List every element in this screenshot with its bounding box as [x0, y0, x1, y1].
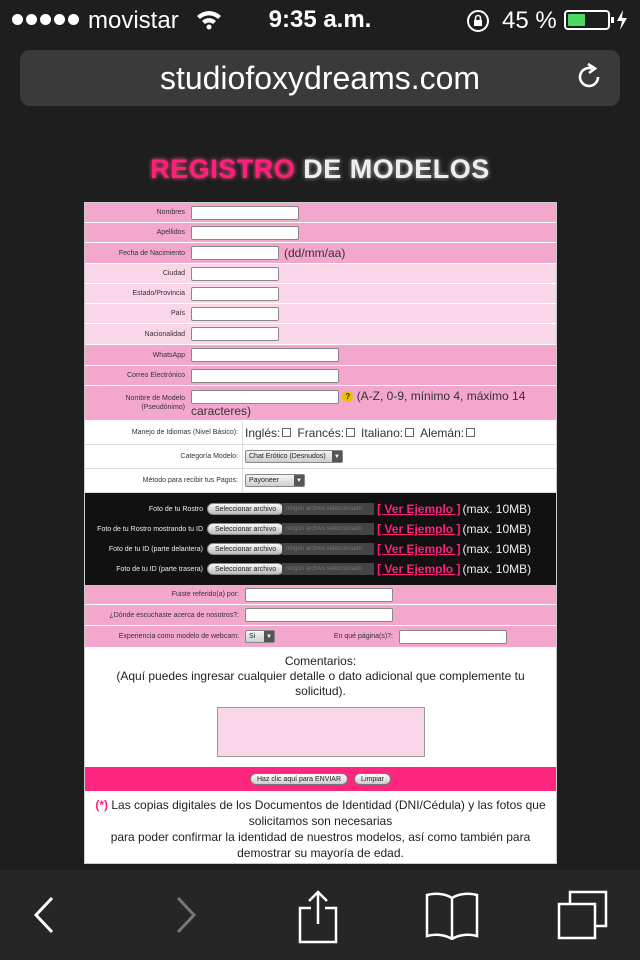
uploads-section [85, 493, 556, 585]
row-nombres [85, 203, 556, 223]
categoria-value: Chat Erótico (Desnudos) [249, 453, 326, 460]
label-pagina: En qué página(s)?: [333, 633, 393, 640]
bookmarks-icon[interactable] [424, 890, 480, 945]
ver-ejemplo-link[interactable]: [ Ver Ejemplo ] [377, 542, 461, 556]
row-ciudad [85, 264, 556, 284]
footnote-line1: Las copias digitales de los Documentos de Identidad (DNI/Cédula) y las fotos que solicitamos son necesarias [111, 798, 546, 828]
donde-input[interactable] [245, 608, 393, 622]
comments-hint: (Aquí puedes ingresar cualquier detalle o dato adicional que complemente tu solicitud). [116, 669, 525, 698]
title-modelos: DE MODELOS [303, 154, 490, 184]
label-whatsapp: WhatsApp [152, 351, 185, 359]
row-pago [85, 469, 556, 493]
row-whatsapp [85, 345, 556, 366]
label-nacionalidad: Nacionalidad [144, 330, 185, 338]
label-categoria: Categoría Modelo: [85, 445, 243, 469]
footnote-line2: para poder confirmar la identidad de nuestros modelos, así como también para demostrar su mayoría de edad. [110, 830, 531, 860]
browser-toolbar [0, 870, 640, 960]
label-apellidos: Apellidos [156, 229, 185, 236]
comments-title: Comentarios: [284, 654, 357, 668]
limpiar-button[interactable]: Limpiar [354, 773, 391, 785]
label-fecha: Fecha de Nacimiento [118, 249, 185, 257]
row-foto-rostro-id [85, 519, 556, 539]
rotation-lock-icon [466, 9, 490, 38]
foto-rostro-id-file-button[interactable]: Seleccionar archivo [207, 523, 284, 535]
label-ciudad: Ciudad [162, 270, 185, 277]
row-experiencia [85, 626, 556, 648]
battery-icon [564, 10, 610, 30]
foto-id-delantera-file-status: ningún archivo seleccionado [282, 543, 374, 555]
row-categoria [85, 445, 556, 469]
reload-icon[interactable] [574, 62, 604, 97]
row-idiomas [85, 421, 556, 445]
label-aleman: Alemán: [420, 425, 465, 440]
charging-icon [616, 10, 628, 35]
ver-ejemplo-link[interactable]: [ Ver Ejemplo ] [377, 522, 461, 536]
row-modelo [85, 386, 556, 421]
foto-rostro-file-button[interactable]: Seleccionar archivo [207, 503, 284, 515]
dropdown-arrow-icon: ▼ [294, 475, 304, 486]
dropdown-arrow-icon: ▼ [332, 451, 342, 462]
row-foto-id-trasera [85, 559, 556, 579]
label-idiomas: Manejo de Idiomas (Nivel Básico): [85, 421, 243, 445]
modelo-hint: (A-Z, 0-9, mínimo 4, máximo 14 caracteres) [191, 389, 526, 418]
row-estado [85, 284, 556, 304]
label-foto-id-delantera: Foto de tu ID (parte delantera) [108, 545, 203, 553]
back-icon[interactable] [30, 890, 60, 945]
pagina-input[interactable] [399, 630, 507, 644]
label-correo: Correo Electrónico [127, 372, 185, 379]
share-icon[interactable] [296, 890, 340, 949]
row-fecha [85, 243, 556, 264]
row-correo [85, 366, 556, 386]
dropdown-arrow-icon: ▼ [264, 631, 274, 642]
max-size-note: (max. 10MB) [462, 522, 532, 536]
row-referido [85, 585, 556, 605]
foto-id-trasera-file-status: ningún archivo seleccionado [282, 563, 374, 575]
label-italiano: Italiano: [361, 425, 404, 440]
label-nombres: Nombres [156, 209, 185, 216]
max-size-note: (max. 10MB) [462, 562, 532, 576]
help-icon[interactable]: ? [342, 391, 353, 402]
aleman-checkbox[interactable] [466, 428, 475, 437]
ver-ejemplo-link[interactable]: [ Ver Ejemplo ] [377, 562, 461, 576]
label-pago: Método para recibir tus Pagos: [85, 469, 243, 493]
experiencia-value: Si [249, 633, 256, 640]
apellidos-input[interactable] [191, 226, 299, 240]
pago-value: Payoneer [249, 477, 279, 484]
title-registro: REGISTRO [150, 154, 296, 184]
comments-section [85, 648, 556, 767]
registration-form [84, 202, 557, 864]
url-text: studiofoxydreams.com [159, 60, 481, 96]
ver-ejemplo-link[interactable]: [ Ver Ejemplo ] [377, 502, 461, 516]
battery-percent: 45 % [502, 7, 557, 34]
estado-input[interactable] [191, 287, 279, 301]
address-bar[interactable] [20, 50, 620, 106]
categoria-select[interactable] [245, 450, 343, 463]
submit-bar [85, 767, 556, 791]
comments-textarea[interactable] [217, 707, 425, 757]
footnote-marker: (*) [95, 798, 109, 812]
fecha-hint: (dd/mm/aa) [284, 246, 346, 260]
ingles-checkbox[interactable] [282, 428, 291, 437]
italiano-checkbox[interactable] [405, 428, 414, 437]
row-donde [85, 605, 556, 626]
label-foto-rostro-id: Foto de tu Rostro mostrando tu ID [97, 525, 203, 533]
label-frances: Francés: [297, 425, 345, 440]
forward-icon[interactable] [170, 890, 200, 945]
label-referido: Fuiste referido(a) por: [171, 591, 239, 598]
modelo-input[interactable] [191, 390, 339, 404]
max-size-note: (max. 10MB) [462, 542, 532, 556]
label-foto-rostro: Foto de tu Rostro [148, 505, 203, 513]
row-apellidos [85, 223, 556, 243]
label-foto-id-trasera: Foto de tu ID (parte trasera) [116, 565, 203, 573]
max-size-note: (max. 10MB) [462, 502, 532, 516]
foto-id-trasera-file-button[interactable]: Seleccionar archivo [207, 563, 284, 575]
tabs-icon[interactable] [556, 890, 610, 947]
referido-input[interactable] [245, 588, 393, 602]
row-pais [85, 304, 556, 324]
frances-checkbox[interactable] [346, 428, 355, 437]
page-title [0, 154, 640, 185]
clock: 9:35 a.m. [268, 6, 372, 33]
ciudad-input[interactable] [191, 267, 279, 281]
foto-rostro-file-status: ningún archivo seleccionado [282, 503, 374, 515]
row-foto-rostro [85, 499, 556, 519]
foto-rostro-id-file-status: ningún archivo seleccionado [282, 523, 374, 535]
label-estado: Estado/Provincia [132, 290, 185, 297]
row-nacionalidad [85, 324, 556, 345]
status-bar [0, 0, 640, 40]
whatsapp-input[interactable] [191, 348, 339, 362]
carrier-name: movistar [88, 7, 179, 34]
pago-select[interactable] [245, 474, 305, 487]
pais-input[interactable] [191, 307, 279, 321]
nombres-input[interactable] [191, 206, 299, 220]
label-pais: País [170, 310, 185, 317]
label-experiencia: Experiencia como modelo de webcam: [118, 633, 239, 640]
fecha-input[interactable] [191, 246, 279, 260]
foto-id-delantera-file-button[interactable]: Seleccionar archivo [207, 543, 284, 555]
label-ingles: Inglés: [245, 425, 281, 440]
nacionalidad-input[interactable] [191, 327, 279, 341]
enviar-button[interactable]: Haz clic aquí para ENVIAR [250, 773, 348, 785]
correo-input[interactable] [191, 369, 339, 383]
experiencia-select[interactable] [245, 630, 275, 643]
footnote [85, 791, 556, 863]
label-donde: ¿Dónde escuchaste acerca de nosotros?: [109, 611, 239, 619]
label-modelo: Nombre de Modelo (Pseudónimo) [125, 395, 185, 411]
row-foto-id-delantera [85, 539, 556, 559]
